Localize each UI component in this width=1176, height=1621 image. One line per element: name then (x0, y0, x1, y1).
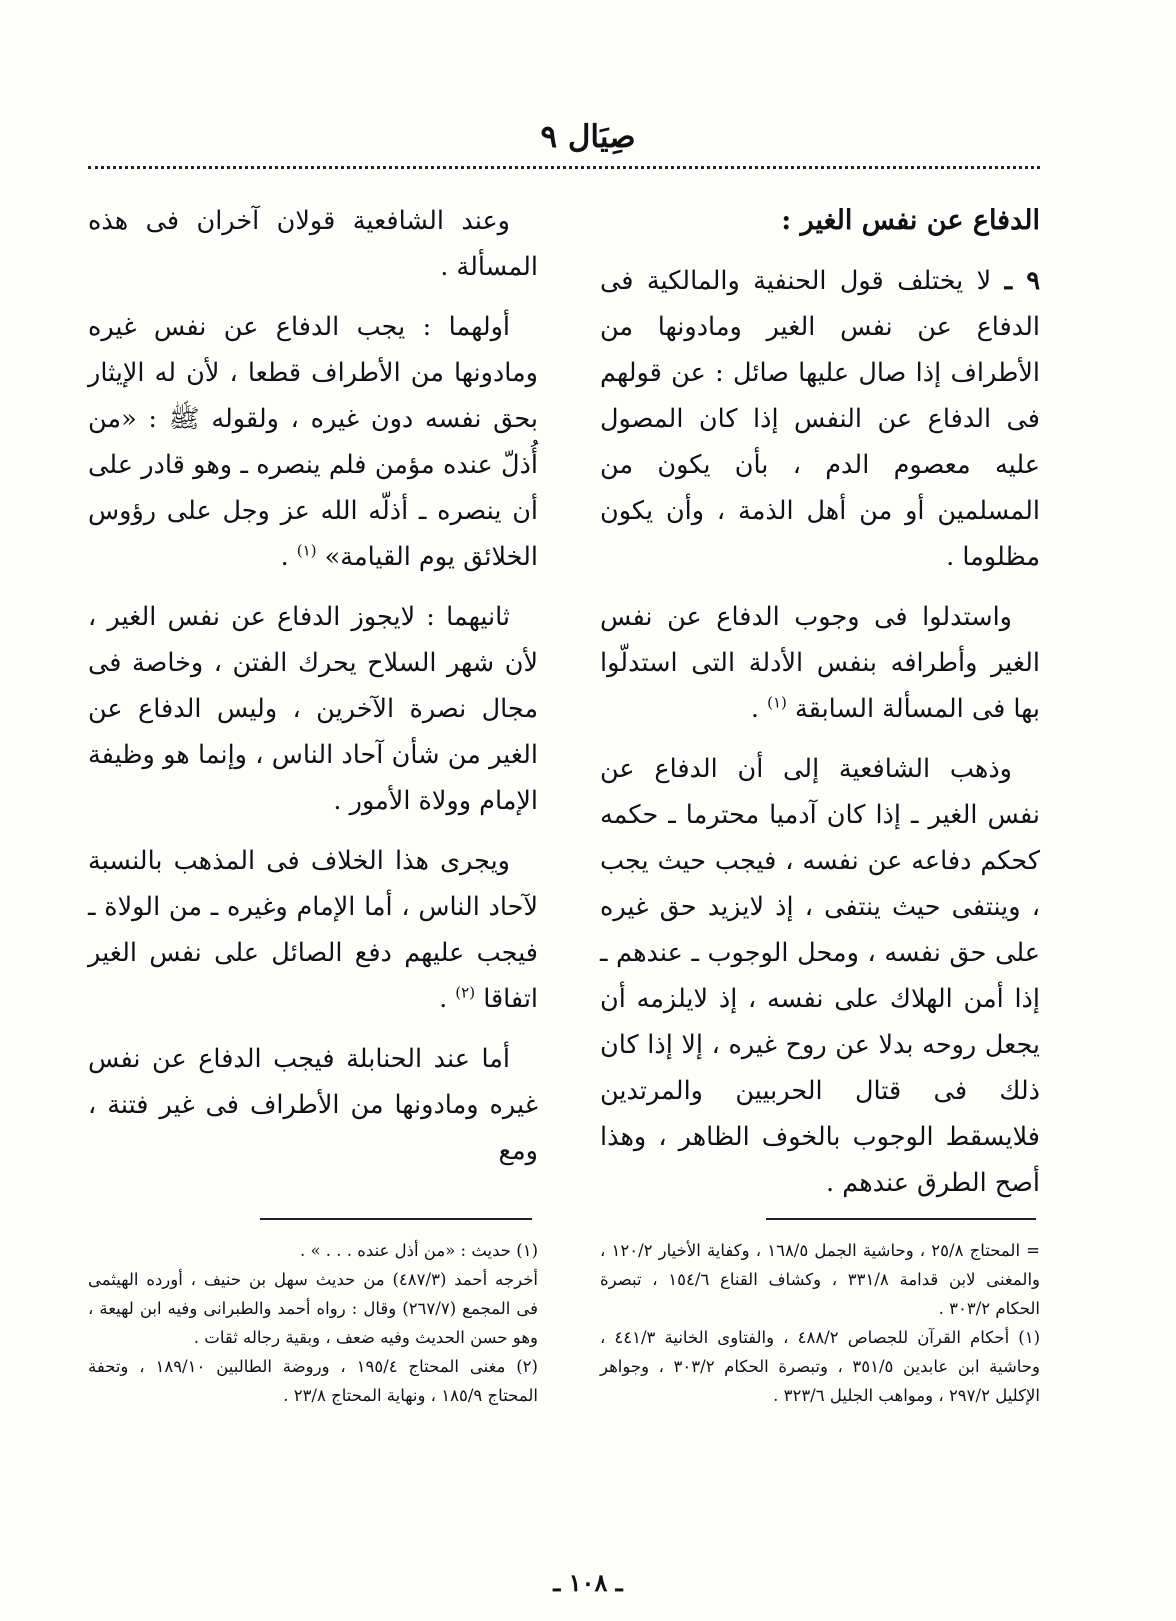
left-paragraph-4-end: . (439, 984, 456, 1014)
left-paragraph-3: ثانيهما : لايجوز الدفاع عن نفس الغير ، لأن شهر السلاح يحرك الفتن ، وخاصة فى مجال نصرة الآخرين ، وليس الدفاع عن الغير من شأن آحاد الناس ، وإنما هو وظيفة الإمام وولاة الأمور . (88, 602, 538, 816)
footnote-rule-right (766, 1218, 1036, 1220)
right-paragraph-2-end: . (750, 694, 768, 724)
footnote-ref: (٢) (455, 983, 476, 1002)
footnotes-left (88, 1236, 538, 1410)
left-column (88, 198, 538, 1188)
right-paragraph-2 (600, 594, 1040, 732)
footnote-item: = المحتاج ٢٥/٨ ، وحاشية الجمل ١٦٨/٥ ، وكفاية الأخيار ١٢٠/٢ ، والمغنى لابن قدامة ٣٣١/٨ ، وكشاف القناع ١٥٤/٦ ، تبصرة الحكام ٣٠٣/٢ . (600, 1241, 1041, 1318)
left-paragraph-4 (88, 838, 538, 1022)
right-paragraph-1-text: لا يختلف قول الحنفية والمالكية فى الدفاع عن نفس الغير ومادونها من الأطراف إذا صال عليها صائل : عن قولهم فى الدفاع عن النفس إذا كان المصول عليه معصوم الدم ، بأن يكون من المسلمين أو من أهل الذمة ، وأن يكون مظلوما . (600, 266, 1040, 572)
footnote-item: (٢) مغنى المحتاج ١٩٥/٤ ، وروضة الطالبين ١٨٩/١٠ ، وتحفة المحتاج ١٨٥/٩ ، ونهاية المحتاج ٢٣/٨ . (88, 1357, 538, 1405)
left-paragraph-2-text: أولهما : يجب الدفاع عن نفس غيره ومادونها من الأطراف قطعا ، لأن له الإيثار بحق نفسه دون غيره ، ولقوله ﷺ : «من أُذلّ عنده مؤمن فلم ينصره ـ وهو قادر على أن ينصره ـ أذلّه الله عز وجل على رؤوس الخلائق يوم القيامة» (88, 312, 538, 572)
left-paragraph-2-end: . (280, 542, 297, 572)
right-paragraph-2-text: واستدلوا فى وجوب الدفاع عن نفس الغير وأطرافه بنفس الأدلة التى استدلّوا بها فى المسألة السابقة (600, 602, 1040, 724)
footnote-rule-left (260, 1218, 532, 1220)
footnote-item: أخرجه أحمد (٤٨٧/٣) من حديث سهل بن حنيف ، أورده الهيثمى فى المجمع (٢٦٧/٧) وقال : رواه أحمد والطبرانى وفيه ابن لهيعة ، وهو حسن الحديث وفيه ضعف ، وبقية رجاله ثقات . (88, 1270, 538, 1347)
right-paragraph-1 (600, 258, 1040, 580)
left-paragraph-1: وعند الشافعية قولان آخران فى هذه المسألة . (88, 206, 538, 282)
right-paragraph-3: وذهب الشافعية إلى أن الدفاع عن نفس الغير ـ إذا كان آدميا محترما ـ حكمه كحكم دفاعه عن نفسه ، فيجب حيث يجب ، وينتفى حيث ينتفى ، إذ لايزيد حق غيره على حق نفسه ، ومحل الوجوب ـ عندهم ـ إذا أمن الهلاك على نفسه ، إذ لايلزمه أن يجعل روحه بدلا عن روح غيره ، إلا إذا كان ذلك فى قتال الحربيين والمرتدين فلايسقط الوجوب بالخوف الظاهر ، وهذا أصح الطرق عندهم . (600, 754, 1040, 1198)
left-paragraph-5: أما عند الحنابلة فيجب الدفاع عن نفس غيره ومادونها من الأطراف فى غير فتنة ، ومع (88, 1044, 538, 1166)
footnotes-right (600, 1236, 1040, 1410)
paragraph-number: ٩ ـ (1004, 266, 1041, 296)
left-paragraph-4-text: ويجرى هذا الخلاف فى المذهب بالنسبة لآحاد الناس ، أما الإمام وغيره ـ من الولاة ـ فيجب عليهم دفع الصائل على نفس الغير اتفاقا (88, 846, 538, 1014)
footnote-item: (١) حديث : «من أذل عنده . . . » . (299, 1241, 538, 1260)
page-number: ـ ١٠٨ ـ (553, 1568, 623, 1597)
header-dotted-rule (88, 166, 1040, 169)
footnote-item: (١) أحكام القرآن للجصاص ٤٨٨/٢ ، والفتاوى الخانية ٤٤١/٣ ، وحاشية ابن عابدين ٣٥١/٥ ، وتبصرة الحكام ٣٠٣/٢ ، وجواهر الإكليل ٢٩٧/٢ ، ومواهب الجليل ٣٢٣/٦ . (600, 1328, 1040, 1405)
section-heading: الدفاع عن نفس الغير : (781, 205, 1040, 236)
footnote-ref: (١) (296, 541, 317, 560)
footnote-ref: (١) (767, 693, 787, 712)
left-paragraph-2 (88, 304, 538, 580)
right-column (600, 198, 1040, 1220)
page-header-title: صِيَال ٩ (540, 119, 636, 155)
